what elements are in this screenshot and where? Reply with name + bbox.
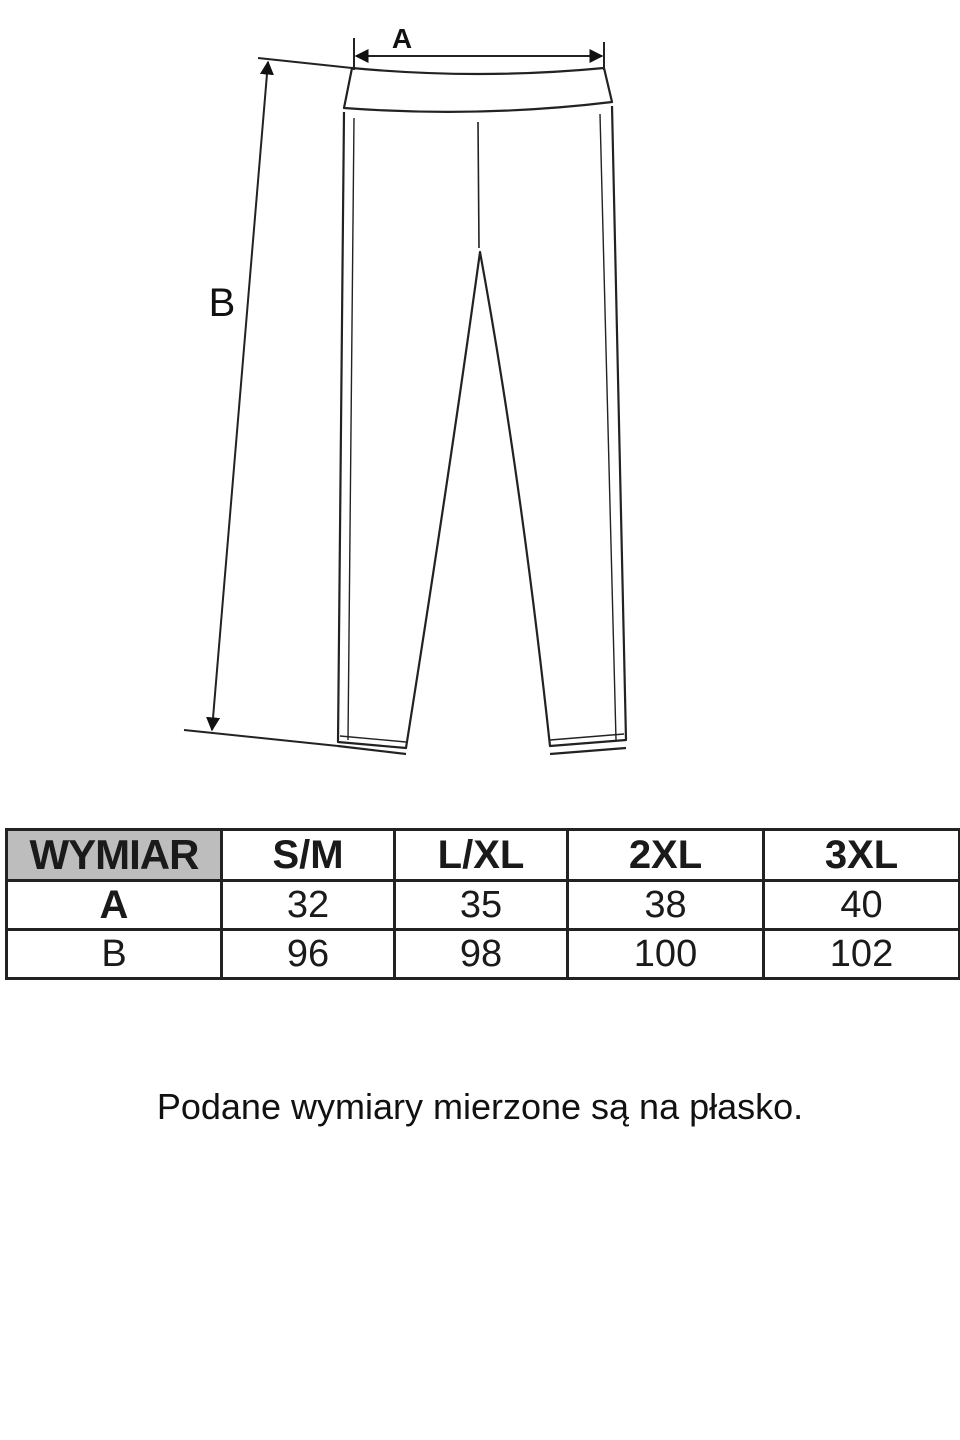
- hem-right-bottom: [550, 748, 626, 754]
- table-corner-cell: WYMIAR: [7, 830, 222, 881]
- hem-left: [340, 736, 406, 742]
- table-cell: 100: [568, 930, 764, 979]
- table-cell: 98: [395, 930, 568, 979]
- size-table: [5, 828, 960, 980]
- leggings-body: [338, 106, 626, 748]
- waistband: [344, 68, 612, 112]
- row-label: B: [7, 930, 222, 979]
- center-seam: [478, 122, 479, 248]
- row-label: A: [7, 881, 222, 930]
- table-row: [7, 881, 960, 930]
- dimension-b-label: B: [208, 281, 236, 325]
- dimension-b: [184, 58, 352, 746]
- table-cell: 35: [395, 881, 568, 930]
- table-cell: 40: [764, 881, 960, 930]
- size-header-cell: L/XL: [395, 830, 568, 881]
- table-cell: 38: [568, 881, 764, 930]
- table-cell: 96: [222, 930, 395, 979]
- table-cell: 102: [764, 930, 960, 979]
- hem-right: [550, 734, 624, 740]
- size-header-row: [7, 830, 960, 881]
- measurement-note: Podane wymiary mierzone są na płasko.: [156, 1086, 804, 1127]
- size-header-cell: S/M: [222, 830, 395, 881]
- table-row: [7, 930, 960, 979]
- leggings-outline: [338, 68, 626, 754]
- table-cell: 32: [222, 881, 395, 930]
- dimension-a-label: A: [391, 23, 413, 54]
- size-header-cell: 3XL: [764, 830, 960, 881]
- size-header-cell: 2XL: [568, 830, 764, 881]
- side-seam-left: [348, 118, 354, 740]
